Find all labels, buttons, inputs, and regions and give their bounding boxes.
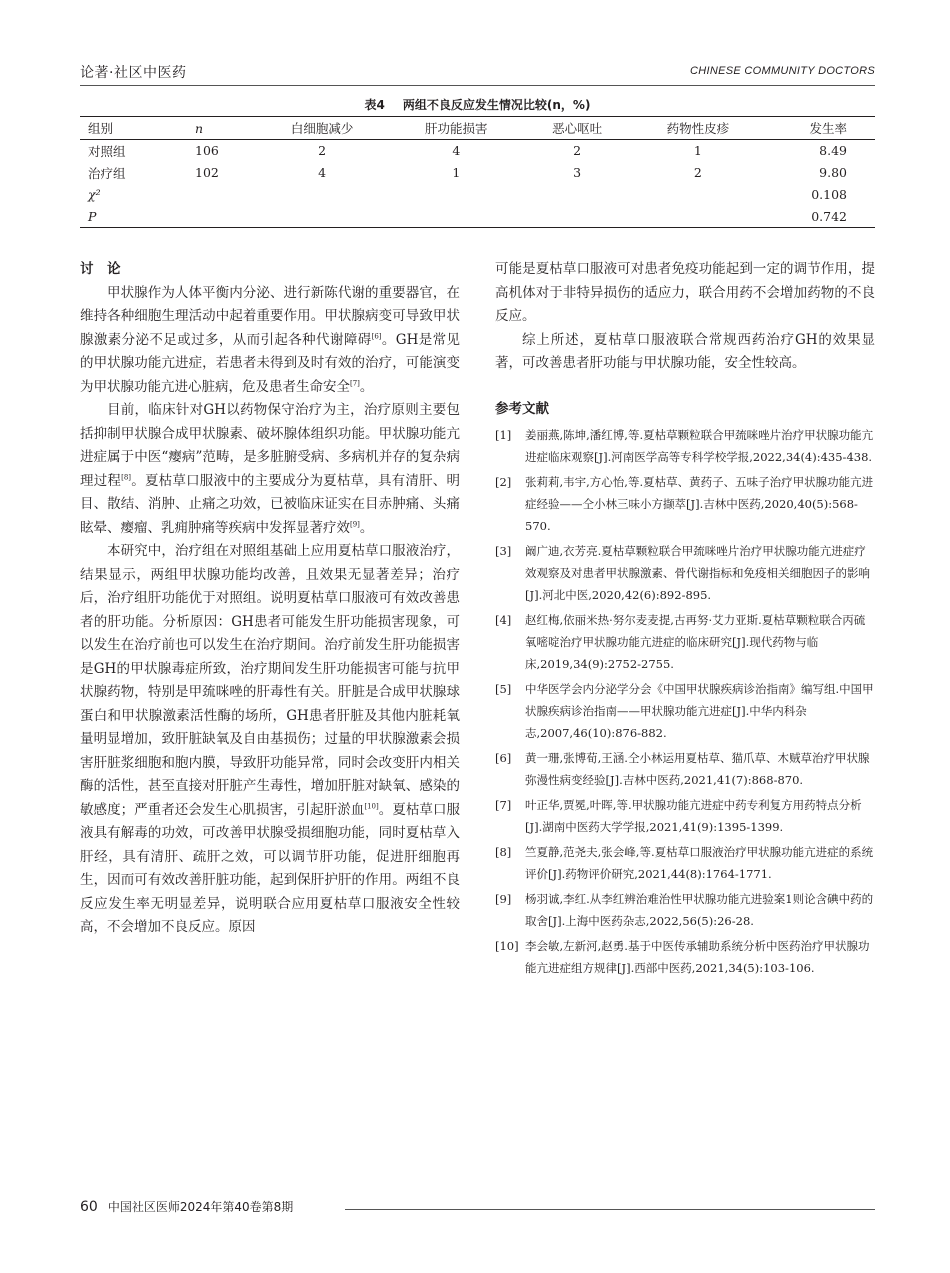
table-caption	[80, 96, 875, 113]
discussion-paragraph-1	[80, 282, 460, 400]
table-number: 表4	[364, 98, 385, 112]
reference-text: 赵红梅,依丽米热·努尔麦麦提,古再努·艾力亚斯.夏枯草颗粒联合丙硫氧嘧啶治疗甲状腺功能亢进症的临床研究[J].现代药物与临床,2019,34(9):2752-2755.	[525, 612, 866, 671]
col-header-leukopenia: 白细胞减少	[255, 117, 389, 140]
reference-number: [6]	[495, 750, 512, 765]
reference-text: 姜丽燕,陈坤,潘红博,等.夏枯草颗粒联合甲巯咪唑片治疗甲状腺功能亢进症临床观察[J].河南医学高等专科学校学报,2022,34(4):435-438.	[525, 427, 874, 464]
page-number: 60	[80, 1199, 98, 1215]
cell-nausea: 2	[573, 143, 582, 159]
reference-number: [8]	[495, 844, 512, 859]
cell-leukopenia: 4	[318, 165, 327, 180]
reference-item	[495, 794, 875, 838]
reference-item	[495, 424, 875, 468]
running-header	[80, 62, 875, 84]
reference-number: [5]	[495, 681, 512, 696]
section-label: 论著·社区中医药	[80, 65, 187, 81]
reference-number: [10]	[495, 938, 519, 953]
citation-marker: [8]	[121, 473, 132, 481]
header-divider	[80, 85, 875, 86]
reference-item	[495, 747, 875, 791]
journal-issue: 中国社区医师2024年第40卷第8期	[107, 1200, 294, 1214]
cell-n: 102	[195, 165, 219, 180]
reference-item	[495, 471, 875, 537]
cell-n: 106	[195, 143, 219, 159]
right-column	[495, 258, 875, 982]
footer-divider	[345, 1209, 875, 1210]
col-header-group: 组别	[80, 117, 175, 140]
reference-item	[495, 841, 875, 885]
discussion-paragraph-2	[80, 399, 460, 540]
reference-text: 中华医学会内分泌学分会《中国甲状腺疾病诊治指南》编写组.中国甲状腺疾病诊治指南——甲状腺功能亢进症[J].中华内科杂志,2007,46(10):876-882.	[525, 681, 874, 740]
paragraph-text: 综上所述，夏枯草口服液联合常规西药治疗GH的效果显著，可改善患者肝功能与甲状腺功能，安全性较高。	[495, 331, 875, 371]
paragraph-text: 甲状腺作为人体平衡内分泌、进行新陈代谢的重要器官，在维持各种细胞生理活动中起着重要作用。甲状腺病变可导致甲状腺激素分泌不足或过多，从而引起各种代谢障碍[6]。GH是常见的甲状腺功能亢进症，若患者未得到及时有效的治疗，可能演变为甲状腺功能亢进心脏病，危及患者生命安全[7]。	[80, 284, 460, 395]
page-footer	[80, 1198, 875, 1218]
references-heading: 参考文献	[495, 400, 549, 417]
citation-marker: [10]	[364, 802, 379, 810]
cell-liver-damage: 1	[452, 165, 461, 180]
adverse-reaction-table	[80, 116, 875, 228]
references-list	[495, 424, 875, 979]
cell-nausea: 3	[573, 165, 582, 180]
reference-text: 张莉莉,韦宇,方心怡,等.夏枯草、黄药子、五味子治疗甲状腺功能亢进症经验——仝小林三味小方撷萃[J].吉林中医药,2020,40(5):568-570.	[525, 474, 874, 533]
paragraph-text: 本研究中，治疗组在对照组基础上应用夏枯草口服液治疗，结果显示，两组甲状腺功能均改善，且效果无显著差异；治疗后，治疗组肝功能优于对照组。说明夏枯草口服液可有效改善患者的肝功能。分析原因：GH患者可能发生肝功能损害现象，可以发生在治疗前也可以发生在治疗期间。治疗前发生肝功能损害是GH的甲状腺毒症所致，治疗期间发生肝功能损害可能与抗甲状腺药物，特别是甲巯咪唑的肝毒性有关。肝脏是合成甲状腺球蛋白和甲状腺激素活性酶的场所，GH患者肝脏及其他内脏耗氧量明显增加，致肝脏缺氧及自由基损伤；过量的甲状腺激素会损害肝脏浆细胞和胞内膜，导致肝功能异常，同时会改变肝内相关酶的活性，甚至直接对肝脏产生毒性，增加肝脏对缺氧、感染的敏感度；严重者还会发生心肌损害，引起肝淤血[10]。夏枯草口服液具有解毒的功效，可改善甲状腺受损细胞功能，同时夏枯草入肝经，具有清肝、疏肝之效，可以调节肝功能，促进肝细胞再生，因而可有效改善肝脏功能，起到保肝护肝的作用。两组不良反应发生率无明显差异，说明联合应用夏枯草口服液安全性较高，不会增加不良反应。原因	[80, 543, 461, 935]
conclusion-paragraph	[495, 329, 875, 376]
cell-group: 治疗组	[88, 165, 126, 181]
cell-group: 对照组	[88, 143, 126, 159]
cell-rash: 2	[693, 165, 702, 180]
discussion-paragraph-3	[80, 540, 460, 940]
citation-marker: [7]	[350, 379, 360, 387]
reference-text: 阚广迪,衣芳亮.夏枯草颗粒联合甲巯咪唑片治疗甲状腺功能亢进症疗效观察及对患者甲状腺激素、骨代谢指标和免疫相关细胞因子的影响[J].河北中医,2020,42(6):892-895.	[525, 543, 870, 602]
cell-incidence: 8.49	[819, 143, 847, 159]
left-column	[80, 258, 460, 940]
reference-text: 黄一珊,张博荀,王涵.仝小林运用夏枯草、猫爪草、木贼草治疗甲状腺弥漫性病变经验[J].吉林中医药,2021,41(7):868-870.	[525, 750, 870, 787]
reference-text: 李会敏,左新河,赵勇.基于中医传承辅助系统分析中医药治疗甲状腺功能亢进症组方规律[J].西部中医药,2021,34(5):103-106.	[525, 938, 870, 975]
reference-text: 竺夏静,范尧夫,张会峰,等.夏枯草口服液治疗甲状腺功能亢进症的系统评价[J].药物评价研究,2021,44(8):1764-1771.	[525, 844, 874, 881]
discussion-heading: 讨 论	[80, 261, 121, 277]
cell-chi-square-value: 0.108	[811, 187, 847, 202]
reference-number: [4]	[495, 612, 512, 627]
table-row	[80, 184, 875, 206]
reference-text: 叶正华,贾冕,叶晖,等.甲状腺功能亢进症中药专利复方用药特点分析[J].湖南中医药大学学报,2021,41(9):1395-1399.	[525, 797, 862, 834]
paragraph-text: 可能是夏枯草口服液可对患者免疫功能起到一定的调节作用，提高机体对于非特异损伤的适应力，联合用药不会增加药物的不良反应。	[495, 261, 875, 324]
citation-marker: [9]	[350, 520, 360, 528]
cell-leukopenia: 2	[318, 143, 327, 159]
reference-item	[495, 540, 875, 606]
cell-incidence: 9.80	[819, 165, 847, 180]
reference-number: [9]	[495, 891, 512, 906]
cell-rash: 1	[693, 143, 702, 159]
reference-item	[495, 609, 875, 675]
col-header-liver-damage: 肝功能损害	[389, 117, 523, 140]
cell-p-value: 0.742	[765, 206, 875, 228]
col-header-nausea: 恶心呕吐	[523, 117, 630, 140]
reference-number: [2]	[495, 474, 512, 489]
reference-item	[495, 888, 875, 932]
table-row	[80, 206, 875, 228]
cell-stat-label: χ²	[88, 187, 101, 202]
discussion-paragraph-continued	[495, 258, 875, 329]
reference-text: 杨羽诚,李红.从李红辨治难治性甲状腺功能亢进验案1则论含碘中药的取舍[J].上海中医药杂志,2022,56(5):26-28.	[525, 891, 874, 928]
col-header-incidence: 发生率	[765, 117, 875, 140]
cell-liver-damage: 4	[452, 143, 461, 159]
reference-number: [7]	[495, 797, 512, 812]
col-header-n: n	[175, 117, 255, 140]
table-title: 两组不良反应发生情况比较(n，%)	[402, 98, 591, 112]
reference-item	[495, 678, 875, 744]
table-row	[80, 140, 875, 162]
reference-number: [1]	[495, 427, 512, 442]
reference-item	[495, 935, 875, 979]
table-row	[80, 162, 875, 184]
reference-number: [3]	[495, 543, 512, 558]
cell-stat-label: P	[80, 206, 175, 228]
table-header-row	[80, 117, 875, 140]
paragraph-text: 目前，临床针对GH以药物保守治疗为主，治疗原则主要包括抑制甲状腺合成甲状腺素、破坏腺体组织功能。甲状腺功能亢进症属于中医“瘿病”范畴，是多脏腑受病、多病机并存的复杂病理过程[8]。夏枯草口服液中的主要成分为夏枯草，具有清肝、明目、散结、消肿、止痛之功效，已被临床证实在目赤肿痛、头痛眩晕、瘿瘤、乳痈肿痛等疾病中发挥显著疗效[9]。	[80, 402, 461, 536]
journal-english-name: CHINESE COMMUNITY DOCTORS	[690, 65, 875, 77]
citation-marker: [6]	[371, 332, 382, 340]
col-header-rash: 药物性皮疹	[631, 117, 765, 140]
